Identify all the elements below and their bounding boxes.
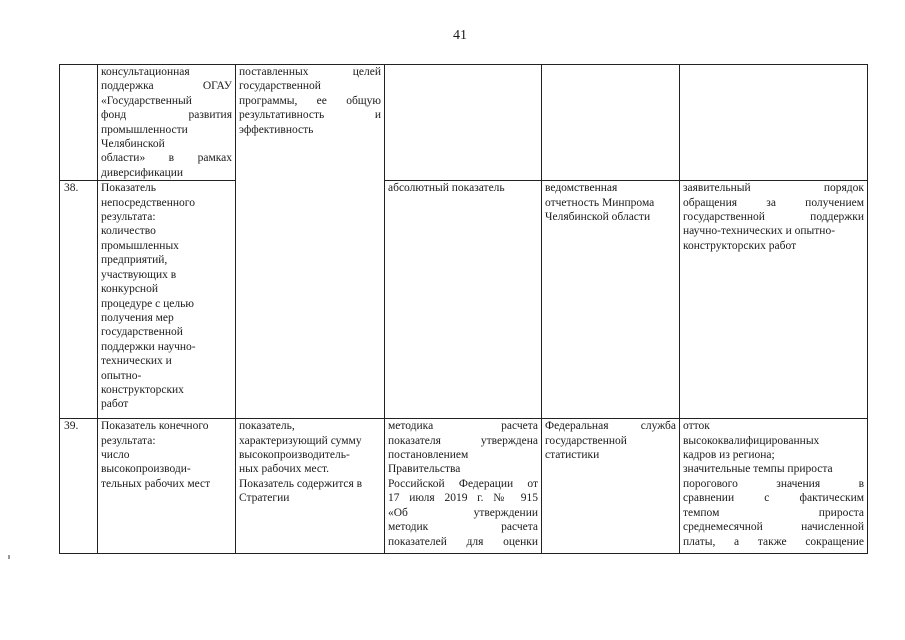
cell-line: «Государственный (101, 94, 192, 107)
cell-line: результативность и (239, 109, 381, 122)
cell-line: заявительный порядок (683, 182, 864, 195)
cell-line: участвующих в (101, 268, 177, 281)
cell-line: статистики (545, 449, 600, 462)
table-row (60, 181, 868, 419)
cell-line: конкурсной (101, 283, 158, 296)
cell-line: Челябинской (101, 138, 165, 151)
cell-line: обращения за получением (683, 196, 864, 209)
cell-line: получения мер (101, 311, 174, 324)
table-row (60, 419, 868, 554)
cell-line: эффективность (239, 123, 314, 136)
cell-line: методик расчета (388, 521, 538, 534)
cell-line: результата: (101, 434, 156, 447)
cell-line: конструкторских (101, 383, 184, 396)
indicator-description-cell (236, 65, 385, 419)
cell-line: Челябинской области (545, 211, 651, 224)
cell-line: непосредственного (101, 196, 195, 209)
cell-line: отток (683, 420, 710, 433)
cell-line: 17 июля 2019 г. № 915 (388, 492, 538, 505)
method-cell (385, 65, 542, 181)
indicator-name-cell (98, 181, 236, 419)
cell-line: высокопроизводи- (101, 463, 191, 476)
cell-line: Показатель конечного (101, 420, 209, 433)
cell-line: высококвалифицированных (683, 434, 820, 447)
cell-line: темпом прироста (683, 506, 864, 519)
cell-line: конструкторских работ (683, 239, 797, 252)
factors-cell (680, 419, 868, 554)
cell-line: научно-технических и опытно- (683, 225, 836, 238)
cell-line: ных рабочих мест. (239, 463, 330, 476)
cell-line: поддержки научно- (101, 340, 196, 353)
source-cell (542, 181, 680, 419)
cell-line: опытно- (101, 369, 142, 382)
cell-line: тельных рабочих мест (101, 477, 211, 490)
cell-line: государственной (545, 434, 627, 447)
cell-line: Показатель (101, 182, 157, 195)
cell-line: порогового значения в (683, 477, 864, 490)
cell-line: платы, а также сокращение (683, 535, 864, 548)
cell-line: значительные темпы прироста (683, 463, 833, 476)
cell-line: промышленности (101, 123, 188, 136)
cell-line: Федеральная служба (545, 420, 676, 433)
cell-line: Показатель содержится в (239, 477, 363, 490)
cell-line: показателя утверждена (388, 434, 538, 447)
cell-line: результата: (101, 211, 156, 224)
source-cell (542, 65, 680, 181)
cell-line: «Об утверждении (388, 506, 538, 519)
row-number (60, 65, 98, 181)
indicator-description-cell (236, 419, 385, 554)
cell-line: программы, ее общую (239, 94, 381, 107)
cell-line: поддержка ОГАУ (101, 80, 232, 93)
cell-line: поставленных целей (239, 66, 381, 78)
indicator-name-cell (98, 419, 236, 554)
cell-line: число (101, 449, 130, 462)
cell-line: государственной (239, 80, 321, 93)
cell-line: ведомственная (545, 182, 618, 195)
method-cell (385, 181, 542, 419)
method-cell (385, 419, 542, 554)
cell-line: кадров из региона; (683, 449, 775, 462)
table-row (60, 65, 868, 181)
cell-line: абсолютный показатель (388, 182, 505, 195)
page-number: 41 (453, 28, 467, 43)
factors-cell (680, 181, 868, 419)
cell-line: постановлением (388, 449, 469, 462)
cell-line: процедуре с целью (101, 297, 194, 310)
cell-line: консультационная (101, 66, 190, 78)
cell-line: фонд развития (101, 109, 232, 122)
cell-line: работ (101, 398, 129, 411)
cell-line: показатель, (239, 420, 295, 433)
row-number: 39. (60, 419, 98, 554)
cell-line: среднемесячной начисленной (683, 521, 864, 534)
cell-line: промышленных (101, 239, 179, 252)
cell-line: Правительства (388, 463, 461, 476)
cell-line: области» в рамках (101, 152, 232, 165)
cell-line: предприятий, (101, 254, 168, 267)
cell-line: технических и (101, 355, 172, 368)
indicator-name-cell (98, 65, 236, 181)
scan-artifact (8, 555, 10, 559)
cell-line: отчетность Минпрома (545, 196, 655, 209)
cell-line: высокопроизводитель- (239, 449, 350, 462)
cell-line: государственной (101, 326, 183, 339)
cell-line: Российской Федерации от (388, 477, 538, 490)
cell-line: диверсификации (101, 166, 184, 179)
indicators-table (59, 64, 868, 554)
row-number: 38. (60, 181, 98, 419)
cell-line: показателей для оценки (388, 535, 538, 548)
cell-line: государственной поддержки (683, 211, 864, 224)
cell-line: количество (101, 225, 156, 238)
cell-line: характеризующий сумму (239, 434, 362, 447)
cell-line: сравнении с фактическим (683, 492, 864, 505)
cell-line: методика расчета (388, 420, 538, 433)
cell-line: Стратегии (239, 492, 290, 505)
factors-cell (680, 65, 868, 181)
source-cell (542, 419, 680, 554)
